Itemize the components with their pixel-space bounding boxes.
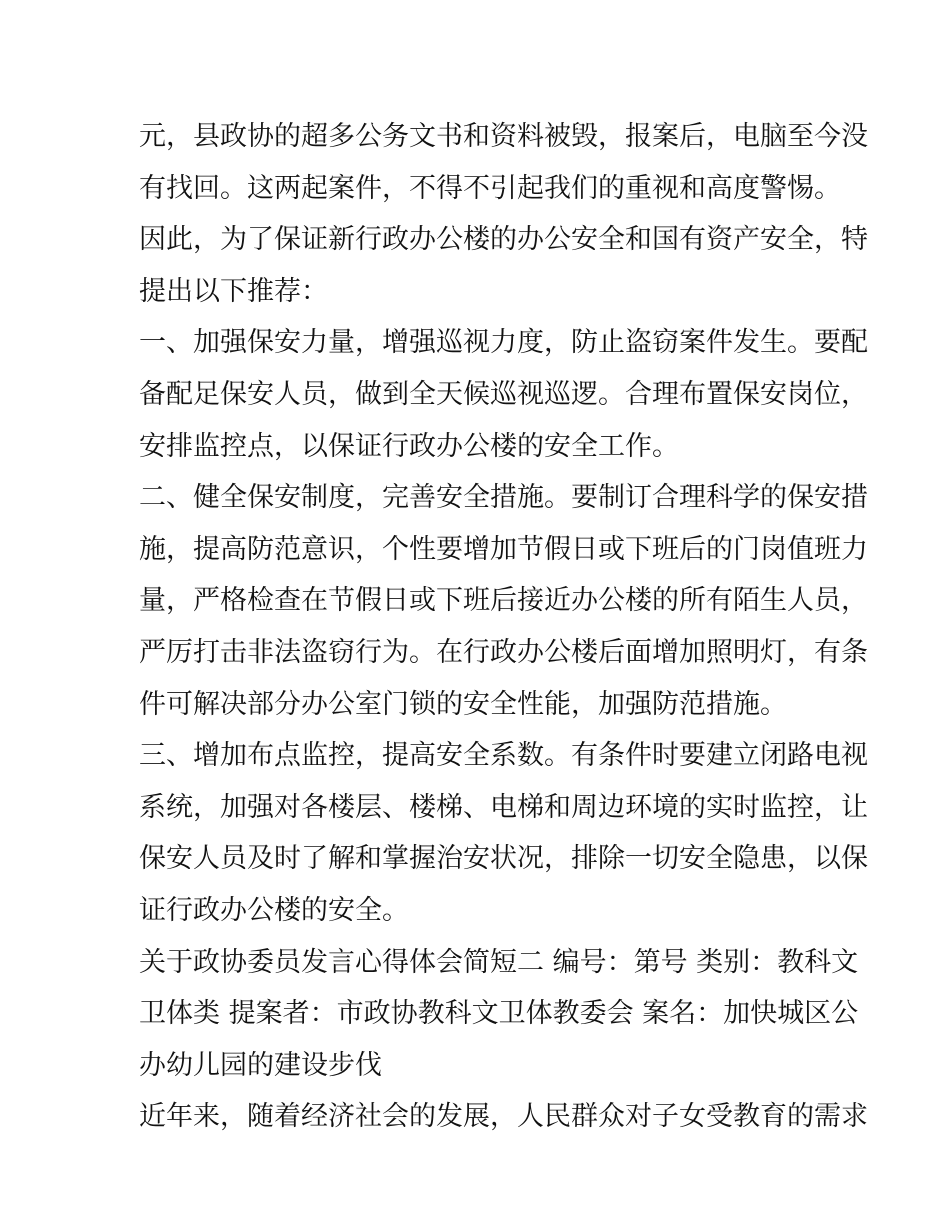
text-line: 安排监控点，以保证行政办公楼的安全工作。 [139,430,679,462]
text-line: 提出以下推荐： [139,275,328,307]
document-body [139,111,868,1143]
text-line: 系统，加强对各楼层、楼梯、电梯和周边环境的实时监控，让 [139,791,868,823]
text-line: 严厉打击非法盗窃行为。在行政办公楼后面增加照明灯，有条 [139,636,868,668]
text-line: 关于政协委员发言心得体会简短二 编号：第号 类别：教科文 [139,946,859,978]
text-line: 量，严格检查在节假日或下班后接近办公楼的所有陌生人员， [139,585,868,617]
text-line: 办幼儿园的建设步伐 [139,1049,382,1081]
text-line: 保安人员及时了解和掌握治安状况，排除一切安全隐患，以保 [139,843,868,875]
text-line: 备配足保安人员，做到全天候巡视巡逻。合理布置保安岗位， [139,378,868,410]
text-line: 有找回。这两起案件，不得不引起我们的重视和高度警惕。 [139,172,841,204]
text-line: 元，县政协的超多公务文书和资料被毁，报案后，电脑至今没 [139,121,868,152]
text-line: 近年来，随着经济社会的发展，人民群众对子女受教育的需求 [139,1101,868,1133]
text-line: 二、健全保安制度，完善安全措施。要制订合理科学的保安措 [139,482,868,514]
text-line: 证行政办公楼的安全。 [139,894,409,926]
text-line: 三、增加布点监控，提高安全系数。有条件时要建立闭路电视 [139,740,868,772]
text-line: 一、加强保安力量，增强巡视力度，防止盗窃案件发生。要配 [139,327,868,359]
text-line: 施，提高防范意识，个性要增加节假日或下班后的门岗值班力 [139,533,868,565]
text-line: 卫体类 提案者：市政协教科文卫体教委会 案名：加快城区公 [139,998,859,1030]
text-line: 件可解决部分办公室门锁的安全性能，加强防范措施。 [139,688,787,720]
text-line: 因此，为了保证新行政办公楼的办公安全和国有资产安全，特 [139,224,868,256]
